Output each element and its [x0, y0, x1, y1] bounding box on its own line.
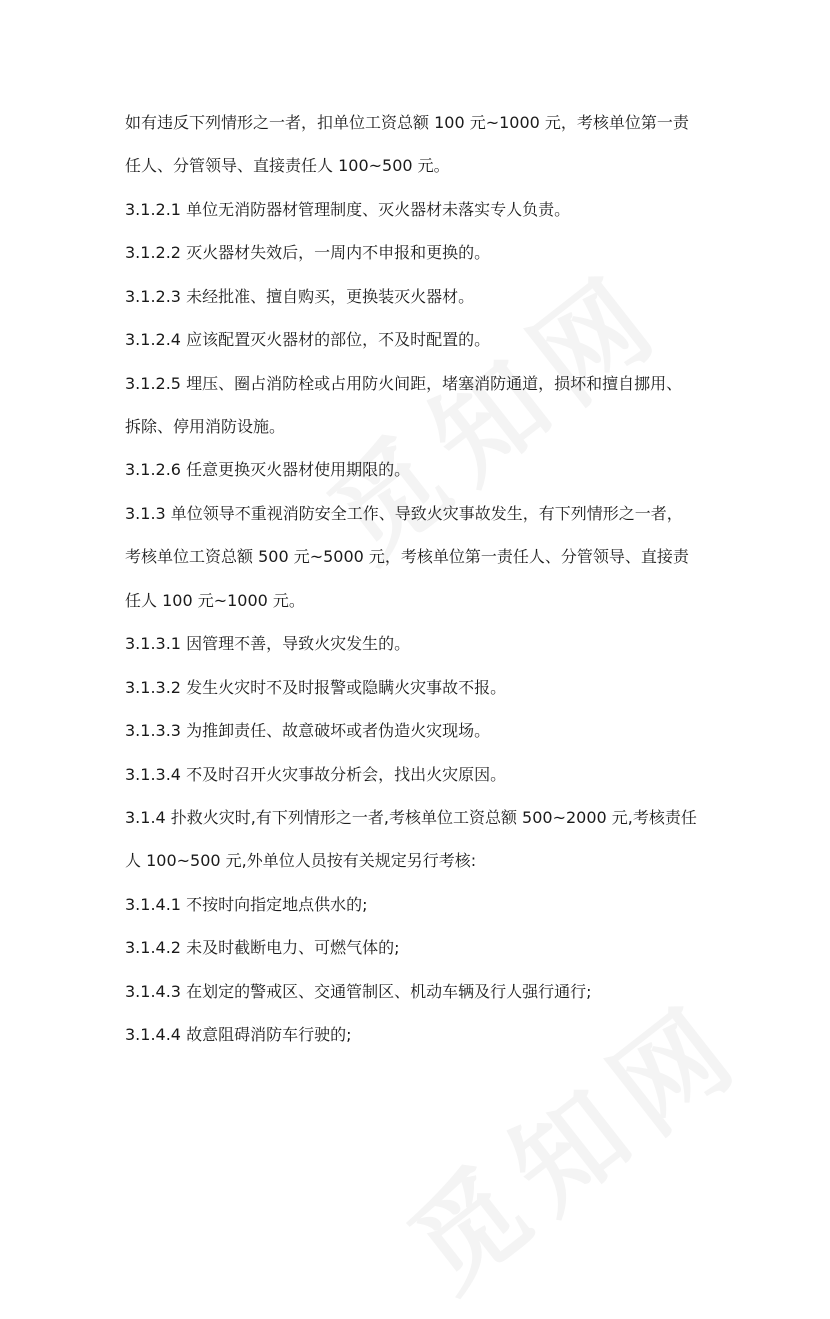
clause-3-1-4-1: 3.1.4.1 不按时向指定地点供水的; — [125, 895, 368, 914]
clause-3-1-2-6: 3.1.2.6 任意更换灭火器材使用期限的。 — [125, 460, 411, 479]
watermark — [292, 229, 692, 590]
clause-3-1-2-5: 3.1.2.5 埋压、圈占消防栓或占用防火间距，堵塞消防通道，损坏和擅自挪用、 — [125, 374, 683, 393]
clause-3-1-4-4: 3.1.4.4 故意阻碍消防车行驶的; — [125, 1025, 352, 1044]
clause-3-1-3-2: 3.1.3.2 发生火灾时不及时报警或隐瞒火灾事故不报。 — [125, 678, 507, 697]
clause-3-1-2-3: 3.1.2.3 未经批准、擅自购买，更换装灭火器材。 — [125, 287, 475, 306]
paragraph-line: 人 100~500 元,外单位人员按有关规定另行考核: — [125, 851, 477, 870]
paragraph-line: 任人 100 元~1000 元。 — [125, 591, 305, 610]
clause-3-1-2-1: 3.1.2.1 单位无消防器材管理制度、灭火器材未落实专人负责。 — [125, 200, 571, 219]
paragraph-line: 考核单位工资总额 500 元~5000 元，考核单位第一责任人、分管领导、直接责 — [125, 547, 689, 566]
clause-3-1-4-3: 3.1.4.3 在划定的警戒区、交通管制区、机动车辆及行人强行通行; — [125, 982, 592, 1001]
paragraph-line: 如有违反下列情形之一者，扣单位工资总额 100 元~1000 元，考核单位第一责 — [125, 113, 689, 132]
clause-3-1-2-4: 3.1.2.4 应该配置灭火器材的部位，不及时配置的。 — [125, 330, 491, 349]
clause-3-1-4-2: 3.1.4.2 未及时截断电力、可燃气体的; — [125, 938, 400, 957]
paragraph-line: 拆除、停用消防设施。 — [125, 417, 286, 436]
clause-3-1-2-2: 3.1.2.2 灭火器材失效后，一周内不申报和更换的。 — [125, 243, 491, 262]
clause-3-1-3-3: 3.1.3.3 为推卸责任、故意破坏或者伪造火灾现场。 — [125, 721, 491, 740]
paragraph-line: 任人、分管领导、直接责任人 100~500 元。 — [125, 156, 450, 175]
clause-3-1-3: 3.1.3 单位领导不重视消防安全工作、导致火灾事故发生，有下列情形之一者， — [125, 504, 683, 523]
clause-3-1-3-1: 3.1.3.1 因管理不善，导致火灾发生的。 — [125, 634, 411, 653]
clause-3-1-4: 3.1.4 扑救火灾时,有下列情形之一者,考核单位工资总额 500~2000 元,考核责任 — [125, 808, 697, 827]
watermark — [372, 959, 772, 1319]
clause-3-1-3-4: 3.1.3.4 不及时召开火灾事故分析会，找出火灾原因。 — [125, 765, 507, 784]
